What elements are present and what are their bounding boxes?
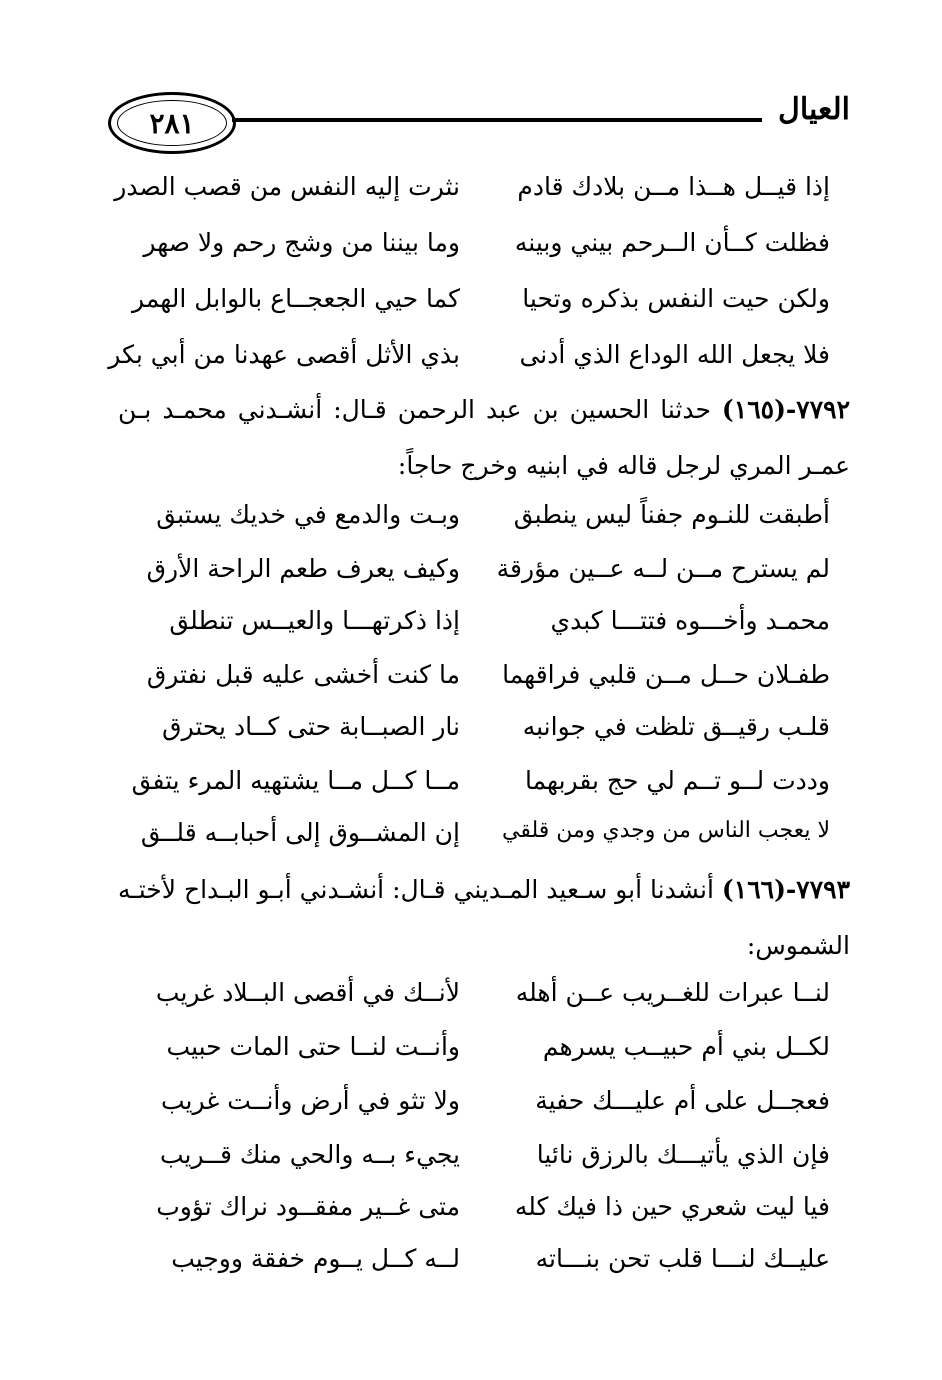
verse-first-hemistich: لكــل بني أم حبيــب يسرهم xyxy=(542,1032,830,1061)
verse-line xyxy=(150,606,830,646)
verse-second-hemistich: مــا كــل مــا يشتهيه المرء يتفق xyxy=(131,766,460,795)
verse-first-hemistich: وددت لــو تــم لي حج بقربهما xyxy=(524,766,830,795)
verse-line xyxy=(132,284,830,324)
verse-second-hemistich: لــه كــل يــوم خفقة ووجيب xyxy=(171,1244,460,1273)
verse-first-hemistich: أطبقت للنـوم جفناً ليس ينطبق xyxy=(513,500,830,529)
verse-first-hemistich: طفـلان حــل مــن قلبي فراقهما xyxy=(502,660,830,689)
narration-paragraph xyxy=(118,382,850,494)
verse-second-hemistich: ما كنت أخشى عليه قبل نفترق xyxy=(146,660,460,689)
verse-line xyxy=(140,818,830,858)
verse-second-hemistich: كما حيي الجعجــاع بالوابل الهمر xyxy=(132,284,460,313)
verse-second-hemistich: إن المشــوق إلى أحبابــه قلــق xyxy=(140,818,460,847)
verse-line xyxy=(146,660,830,700)
verse-second-hemistich: نثرت إليه النفس من قصب الصدر xyxy=(114,172,460,201)
verse-line xyxy=(150,1192,830,1232)
page-number-badge xyxy=(108,92,236,154)
verse-first-hemistich: فلا يجعل الله الوداع الذي أدنى xyxy=(519,340,830,369)
verse-second-hemistich: ولا تثو في أرض وأنــت غريب xyxy=(160,1086,460,1115)
verse-first-hemistich: فعجــل على أم عليـــك حفية xyxy=(535,1086,830,1115)
verse-second-hemistich: نار الصبــابة حتى كــاد يحترق xyxy=(162,712,460,741)
verse-line xyxy=(143,228,830,268)
verse-second-hemistich: متى غــير مفقــود نراك تؤوب xyxy=(156,1192,460,1221)
verse-first-hemistich: لا يعجب الناس من وجدي ومن قلقي xyxy=(501,818,830,843)
narration-text: أنشدنا أبو سـعيد المـديني قـال: أنشـدني أبـو البـداح لأختـه الشموس: xyxy=(118,875,850,960)
verse-first-hemistich: عليــك لنـــا قلب تحن بنـــاته xyxy=(535,1244,830,1273)
verse-first-hemistich: لنــا عبرات للغــريب عــن أهله xyxy=(515,978,830,1007)
verse-second-hemistich: يجيء بــه والحي منك قــريب xyxy=(160,1140,460,1169)
verse-second-hemistich: وما بيننا من وشج رحم ولا صهر xyxy=(143,228,460,257)
narration-number: ٧٧٩٣-(١٦٦) xyxy=(721,875,850,904)
verse-first-hemistich: فإن الذي يأتيـــك بالرزق نائيا xyxy=(536,1140,830,1169)
verse-second-hemistich: وكيف يعرف طعم الراحة الأرق xyxy=(146,554,460,583)
verse-second-hemistich: بذي الأثل أقصى عهدنا من أبي بكر xyxy=(108,340,460,369)
narration-paragraph xyxy=(118,862,850,974)
verse-line xyxy=(150,1032,830,1072)
verse-first-hemistich: إذا قيــل هــذا مــن بلادك قادم xyxy=(517,172,830,201)
verse-line xyxy=(108,340,830,380)
verse-line xyxy=(150,978,830,1018)
verse-first-hemistich: محمـد وأخـــوه فتتـــا كبدي xyxy=(550,606,830,635)
verse-line xyxy=(150,1086,830,1126)
verse-second-hemistich: إذا ذكرتهـــا والعيــس تنطلق xyxy=(169,606,460,635)
narration-text: حدثنا الحسين بن عبد الرحمن قـال: أنشـدني محمـد بـن عمـر المري لرجل قاله في ابنيه وخرج حاجاً: xyxy=(118,395,850,480)
verse-first-hemistich: لم يسترح مــن لــه عــين مؤرقة xyxy=(496,554,830,583)
verse-first-hemistich: فظلت كــأن الــرحم بيني وبينه xyxy=(514,228,830,257)
verse-line xyxy=(131,766,830,806)
verse-first-hemistich: قلـب رقيــق تلظت في جوانبه xyxy=(522,712,830,741)
page-number: ٢٨١ xyxy=(149,107,195,140)
verse-second-hemistich: وبـت والدمع في خديك يستبق xyxy=(156,500,460,529)
verse-line xyxy=(146,554,830,594)
verse-line xyxy=(150,500,830,540)
verse-line xyxy=(150,1140,830,1180)
verse-first-hemistich: فيا ليت شعري حين ذا فيك كله xyxy=(514,1192,830,1221)
verse-second-hemistich: وأنــت لنــا حتى المات حبيب xyxy=(166,1032,460,1061)
verse-first-hemistich: ولكن حيت النفس بذكره وتحيا xyxy=(522,284,830,313)
verse-second-hemistich: لأنــك في أقصى البــلاد غريب xyxy=(155,978,460,1007)
narration-number: ٧٧٩٢-(١٦٥) xyxy=(721,395,850,424)
chapter-title: العيال xyxy=(778,92,850,127)
header-rule xyxy=(232,118,762,122)
verse-line xyxy=(150,712,830,752)
verse-line xyxy=(114,172,830,212)
verse-line xyxy=(150,1244,830,1284)
